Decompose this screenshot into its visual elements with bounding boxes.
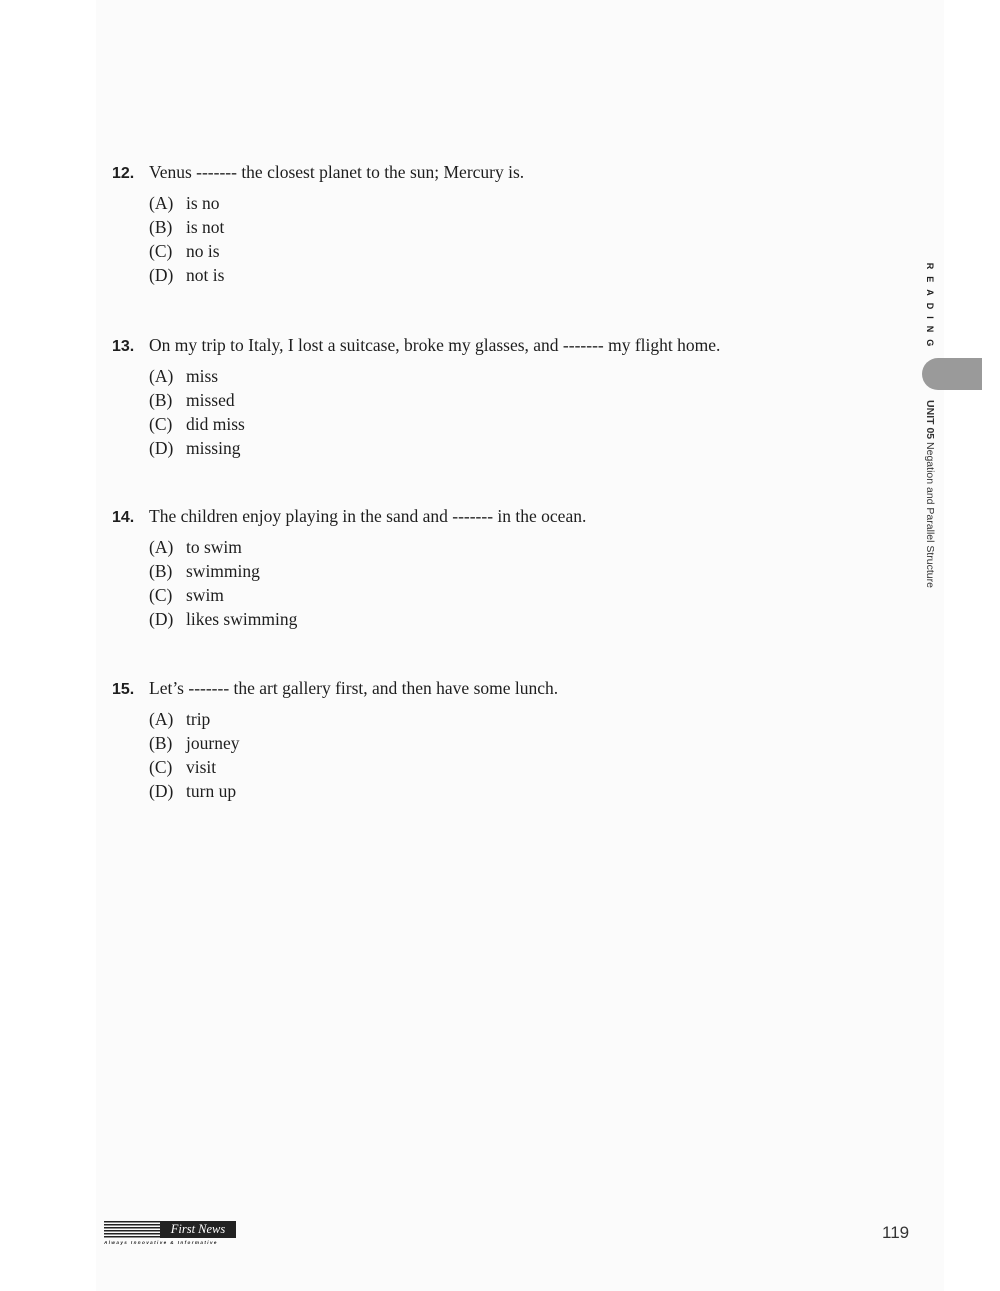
option-b[interactable]: [149, 559, 586, 583]
option-b[interactable]: [149, 388, 720, 412]
option-c[interactable]: [149, 583, 586, 607]
question-number: 15.: [112, 681, 135, 698]
unit-number: UNIT 05: [924, 400, 936, 440]
publisher-logo: [104, 1221, 236, 1245]
option-c[interactable]: [149, 412, 720, 436]
question-stem: Venus ------- the closest planet to the sun; Mercury is.: [149, 162, 525, 182]
option-a[interactable]: [149, 191, 524, 215]
option-a[interactable]: [149, 535, 586, 559]
question-number: 13.: [112, 338, 135, 355]
option-letter: (C): [149, 414, 173, 434]
option-text: missed: [186, 390, 235, 410]
option-b[interactable]: [149, 215, 524, 239]
option-letter: (B): [149, 390, 173, 410]
option-letter: (C): [149, 757, 173, 777]
option-text: journey: [186, 733, 240, 753]
option-text: missing: [186, 438, 241, 458]
option-letter: (D): [149, 438, 174, 458]
logo-tagline: Always Innovative & Informative: [104, 1240, 218, 1245]
options-list: [149, 707, 558, 803]
option-letter: (C): [149, 585, 173, 605]
question-number: 14.: [112, 509, 135, 526]
option-text: turn up: [186, 781, 237, 801]
option-text: visit: [186, 757, 217, 777]
logo-bar: [104, 1221, 236, 1238]
option-letter: (A): [149, 709, 174, 729]
question-stem-line: [112, 334, 720, 358]
option-text: is no: [186, 193, 220, 213]
option-letter: (B): [149, 733, 173, 753]
option-d[interactable]: [149, 263, 524, 287]
unit-heading: [924, 400, 936, 588]
option-text: did miss: [186, 414, 245, 434]
question-stem-line: [112, 161, 524, 185]
option-letter: (A): [149, 537, 174, 557]
page-number: 119: [882, 1223, 910, 1242]
question-15: [112, 677, 558, 803]
option-text: not is: [186, 265, 225, 285]
question-14: [112, 505, 586, 631]
question-stem: Let’s ------- the art gallery first, and then have some lunch.: [149, 678, 559, 698]
option-a[interactable]: [149, 707, 558, 731]
option-text: trip: [186, 709, 211, 729]
option-text: is not: [186, 217, 225, 237]
option-b[interactable]: [149, 731, 558, 755]
logo-title: First News: [160, 1221, 236, 1238]
options-list: [149, 191, 524, 287]
option-letter: (D): [149, 265, 174, 285]
option-letter: (D): [149, 781, 174, 801]
question-stem-line: [112, 505, 586, 529]
question-12: [112, 161, 524, 287]
option-d[interactable]: [149, 607, 586, 631]
option-text: miss: [186, 366, 219, 386]
option-text: likes swimming: [186, 609, 298, 629]
option-c[interactable]: [149, 755, 558, 779]
question-number: 12.: [112, 165, 135, 182]
section-label: READING: [925, 262, 935, 354]
option-letter: (B): [149, 217, 173, 237]
option-d[interactable]: [149, 436, 720, 460]
logo-stripes: [104, 1221, 160, 1238]
option-text: no is: [186, 241, 220, 261]
options-list: [149, 364, 720, 460]
options-list: [149, 535, 586, 631]
option-text: swim: [186, 585, 224, 605]
question-stem: The children enjoy playing in the sand and ------- in the ocean.: [149, 506, 587, 526]
unit-title: Negation and Parallel Structure: [924, 442, 936, 588]
question-13: [112, 334, 720, 460]
option-letter: (A): [149, 366, 174, 386]
option-a[interactable]: [149, 364, 720, 388]
option-c[interactable]: [149, 239, 524, 263]
option-letter: (B): [149, 561, 173, 581]
option-letter: (A): [149, 193, 174, 213]
question-stem-line: [112, 677, 558, 701]
section-tab-marker: [922, 358, 982, 390]
question-stem: On my trip to Italy, I lost a suitcase, broke my glasses, and ------- my flight home.: [149, 335, 721, 355]
option-letter: (D): [149, 609, 174, 629]
option-letter: (C): [149, 241, 173, 261]
option-text: to swim: [186, 537, 242, 557]
option-d[interactable]: [149, 779, 558, 803]
option-text: swimming: [186, 561, 260, 581]
